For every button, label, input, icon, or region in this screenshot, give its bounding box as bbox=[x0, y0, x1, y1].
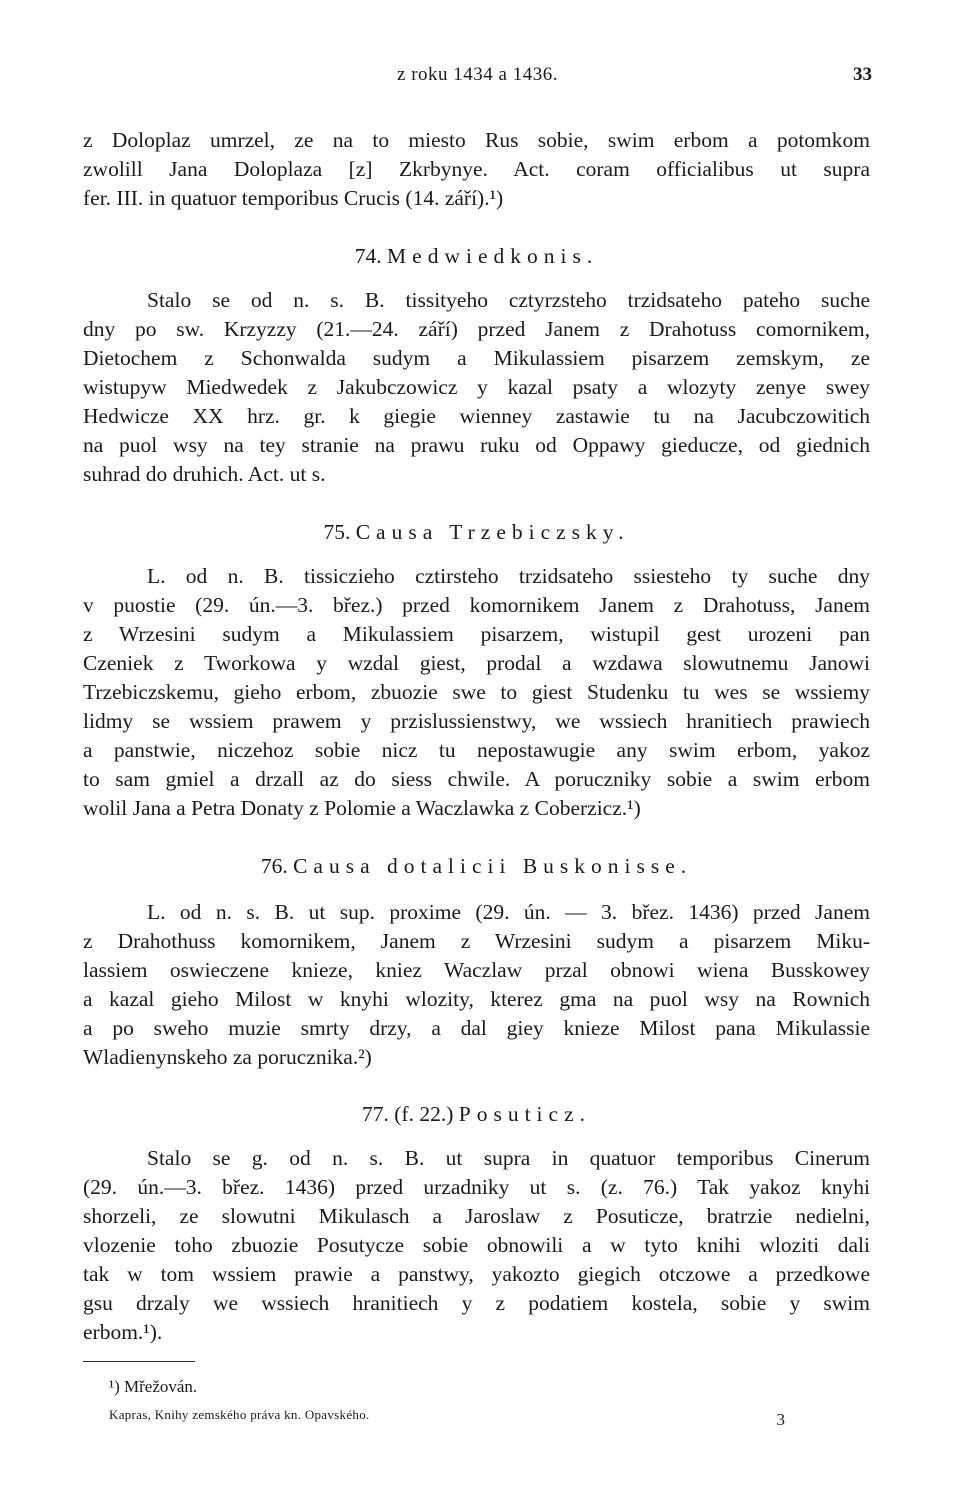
text-line: zwolill Jana Doloplaza [z] Zkrbynye. Act. coram officialibus ut supra bbox=[83, 157, 870, 181]
text-line: Stalo se od n. s. B. tissityeho cztyrzsteho trzidsateho pateho suche bbox=[147, 288, 870, 312]
text-line: vlozenie toho zbuozie Posutycze sobie obnowili a w tyto knihi wloziti dali bbox=[83, 1233, 870, 1257]
text-line: wolil Jana a Petra Donaty z Polomie a Waczlawka z Coberzicz.¹) bbox=[83, 796, 641, 820]
text-line: z Wrzesini sudym a Mikulassiem pisarzem, wistupil gest urozeni pan bbox=[83, 622, 870, 646]
text-line: suhrad do druhich. Act. ut s. bbox=[83, 462, 326, 486]
text-line: na puol wsy na tey stranie na prawu ruku od Oppawy gieducze, od giednich bbox=[83, 433, 870, 457]
entry-title: Medwiedkonis. bbox=[387, 244, 599, 268]
entry-heading-77 bbox=[83, 1100, 870, 1129]
text-line: shorzeli, ze slowutni Mikulasch a Jaroslaw z Posuticze, bratrzie nedielni, bbox=[83, 1204, 870, 1228]
entry-heading-75 bbox=[83, 518, 870, 547]
text-line: z Drahothuss komornikem, Janem z Wrzesini sudym a pisarzem Miku- bbox=[83, 929, 870, 953]
text-line: L. od n. B. tissiczieho cztirsteho trzidsateho ssiesteho ty suche dny bbox=[147, 564, 870, 588]
page-number: 33 bbox=[853, 64, 872, 85]
running-head-title: z roku 1434 a 1436. bbox=[397, 64, 558, 85]
entry-number: 75. bbox=[323, 520, 351, 544]
text-line: z Doloplaz umrzel, ze na to miesto Rus sobie, swim erbom a potomkom bbox=[83, 128, 870, 152]
text-line: erbom.¹). bbox=[83, 1320, 163, 1344]
entry-title: Causa Trzebiczsky. bbox=[355, 520, 630, 544]
text-line: a po sweho muzie smrty drzy, a dal giey knieze Milost pana Mikulassie bbox=[83, 1016, 870, 1040]
text-line: a kazal gieho Milost w knyhi wlozity, kterez gma na puol wsy na Rownich bbox=[83, 987, 870, 1011]
text-line: Trzebiczskemu, gieho erbom, zbuozie swe to giest Studenku tu wes se wssiemy bbox=[83, 680, 870, 704]
text-line: lassiem oswieczene knieze, kniez Waczlaw przal obnowi wiena Busskowey bbox=[83, 958, 870, 982]
running-head bbox=[83, 64, 872, 94]
text-line: tak w tom wssiem prawie a panstwy, yakozto giegich otczowe a przedkowe bbox=[83, 1262, 870, 1286]
text-line: wistupyw Miedwedek z Jakubczowicz y kazal psaty a wlozyty zenye swey bbox=[83, 375, 870, 399]
footnote-rule bbox=[83, 1361, 195, 1362]
text-line: lidmy se wssiem prawem y przislussienstwy, we wssiech hranitiech prawiech bbox=[83, 709, 870, 733]
entry-number: 74. bbox=[354, 244, 382, 268]
entry-title: Posuticz. bbox=[458, 1102, 591, 1126]
text-line: Czeniek z Tworkowa y wzdal giest, prodal a wzdawa slowutnemu Janowi bbox=[83, 651, 870, 675]
text-line: Dietochem z Schonwalda sudym a Mikulassiem pisarzem zemskym, ze bbox=[83, 346, 870, 370]
entry-title: Causa dotalicii Buskonisse. bbox=[293, 854, 693, 878]
footer-imprint: Kapras, Knihy zemského práva kn. Opavského. bbox=[109, 1407, 370, 1422]
text-line: (29. ún.—3. břez. 1436) przed urzadniky ut s. (z. 76.) Tak yakoz knyhi bbox=[83, 1175, 870, 1199]
text-line: to sam gmiel a drzall az do siess chwile. A poruczniky sobie a swim erbom bbox=[83, 767, 870, 791]
entry-heading-76 bbox=[83, 852, 870, 881]
entry-number: 77. (f. 22.) bbox=[362, 1102, 454, 1126]
text-line: dny po sw. Krzyzzy (21.—24. září) przed Janem z Drahotuss comornikem, bbox=[83, 317, 870, 341]
entry-heading-74 bbox=[83, 242, 870, 271]
entry-number: 76. bbox=[260, 854, 288, 878]
text-line: Wladienynskeho za porucznika.²) bbox=[83, 1045, 372, 1069]
text-line: L. od n. s. B. ut sup. proxime (29. ún. — 3. břez. 1436) przed Janem bbox=[147, 900, 870, 924]
text-line: fer. III. in quatuor temporibus Crucis (14. září).¹) bbox=[83, 186, 504, 210]
footnote: ¹) Mřežován. bbox=[109, 1377, 198, 1396]
text-line: a panstwie, niczehoz sobie nicz tu nepostawugie any swim erbom, yakoz bbox=[83, 738, 870, 762]
signature-mark: 3 bbox=[776, 1410, 785, 1429]
text-line: Stalo se g. od n. s. B. ut supra in quatuor temporibus Cinerum bbox=[147, 1146, 870, 1170]
text-line: gsu drzaly we wssiech hranitiech y z podatiem kostela, sobie y swim bbox=[83, 1291, 870, 1315]
text-line: Hedwicze XX hrz. gr. k giegie wienney zastawie tu na Jacubczowitich bbox=[83, 404, 870, 428]
text-line: v puostie (29. ún.—3. břez.) przed komornikem Janem z Drahotuss, Janem bbox=[83, 593, 870, 617]
